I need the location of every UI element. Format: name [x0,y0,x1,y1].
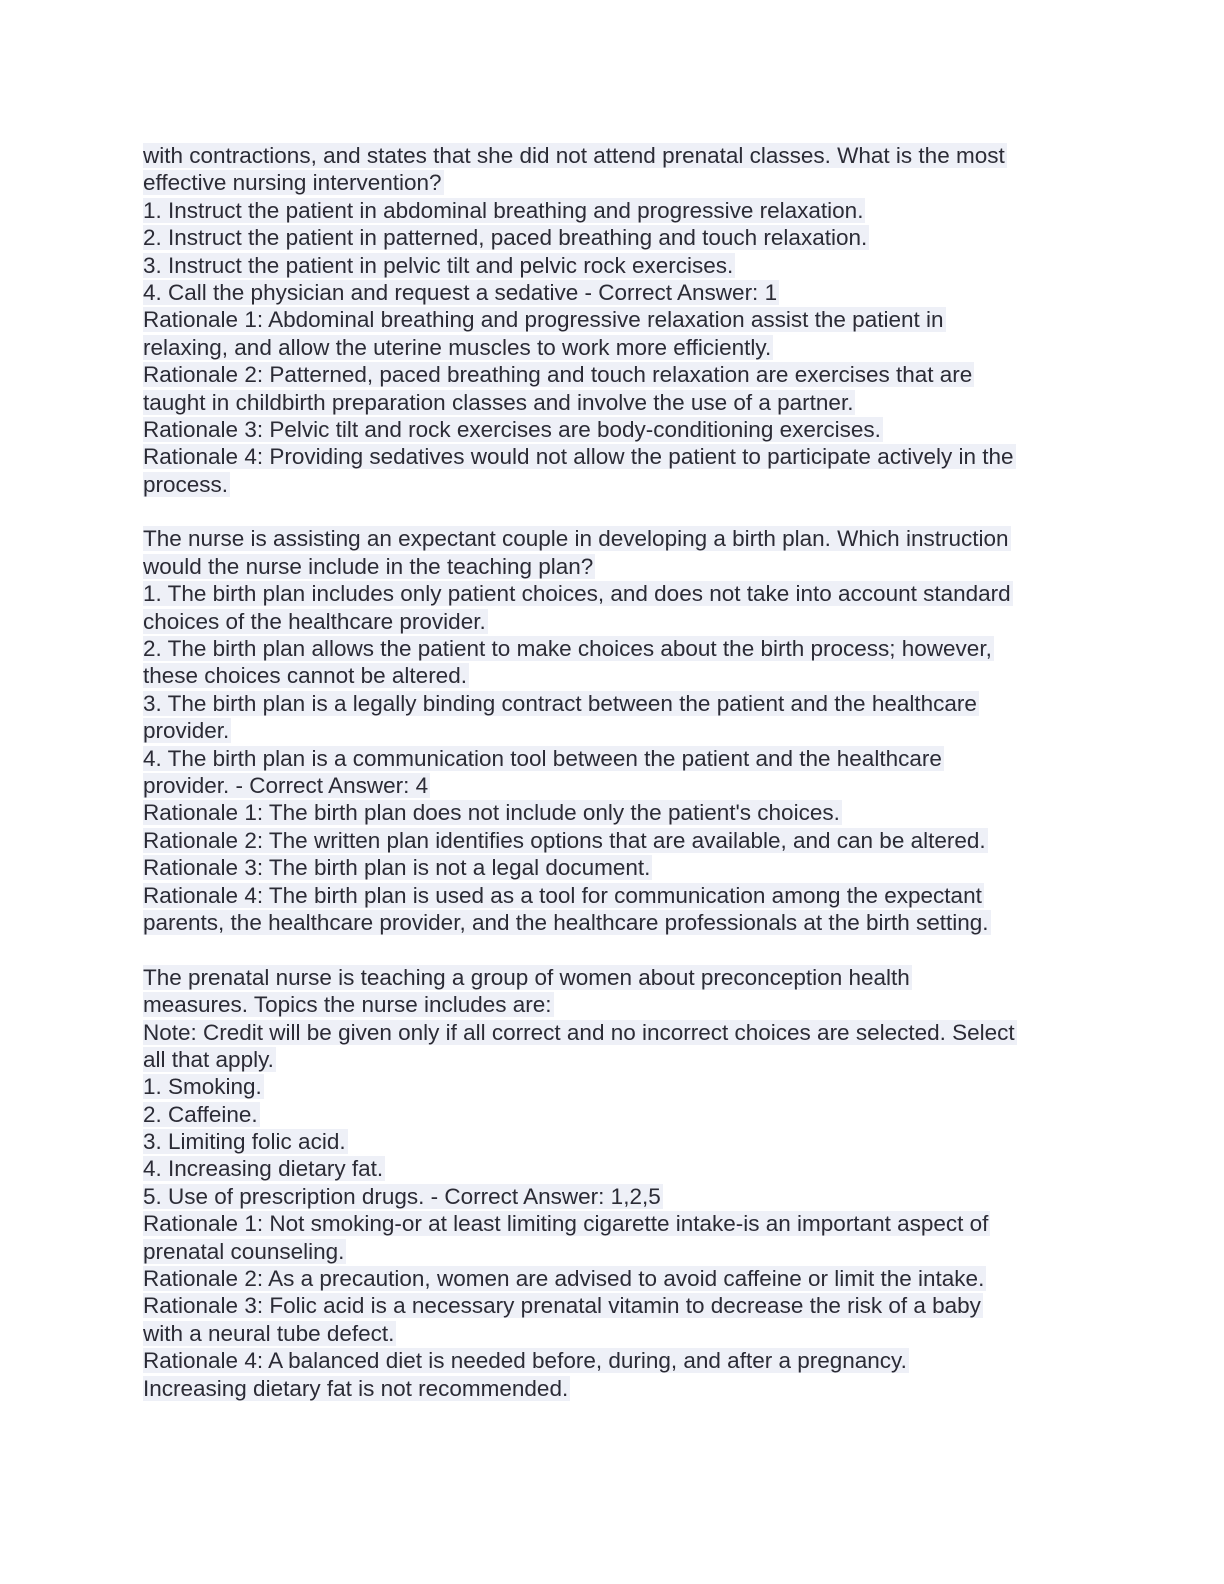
text-line: 2. Instruct the patient in patterned, paced breathing and touch relaxation. [143,225,868,251]
text-line: Rationale 1: Abdominal breathing and progressive relaxation assist the patient in [143,307,944,333]
text-line: 3. The birth plan is a legally binding contract between the patient and the healthcare [143,690,977,716]
text-line: these choices cannot be altered. [143,663,467,689]
text-line: Note: Credit will be given only if all correct and no incorrect choices are selected. Select [143,1019,1015,1045]
text-line: provider. [143,718,230,744]
text-line: prenatal counseling. [143,1238,345,1264]
text-line: The prenatal nurse is teaching a group of women about preconception health [143,964,910,990]
text-line: Rationale 3: Folic acid is a necessary prenatal vitamin to decrease the risk of a baby [143,1293,981,1319]
text-line: Rationale 3: Pelvic tilt and rock exercises are body-conditioning exercises. [143,416,881,442]
text-line: 3. Instruct the patient in pelvic tilt and pelvic rock exercises. [143,252,734,278]
text-line: 2. Caffeine. [143,1101,258,1127]
text-line: all that apply. [143,1046,274,1072]
text-line: Rationale 3: The birth plan is not a legal document. [143,855,651,881]
text-line: 4. Increasing dietary fat. [143,1156,384,1182]
paragraph-spacer [143,498,1083,525]
text-line: choices of the healthcare provider. [143,608,486,634]
text-line: 3. Limiting folic acid. [143,1129,346,1155]
text-line: taught in childbirth preparation classes and involve the use of a partner. [143,389,854,415]
document-page [143,142,1083,1402]
text-line: provider. - Correct Answer: 4 [143,772,429,798]
text-line: Rationale 2: The written plan identifies options that are available, and can be altered. [143,827,986,853]
text-line: process. [143,471,229,497]
text-line: with a neural tube defect. [143,1320,395,1346]
text-line: Rationale 4: A balanced diet is needed before, during, and after a pregnancy. [143,1348,907,1374]
text-line: would the nurse include in the teaching plan? [143,553,594,579]
text-line: relaxing, and allow the uterine muscles to work more efficiently. [143,334,772,360]
question-block-1 [143,142,1083,498]
text-line: Increasing dietary fat is not recommended. [143,1375,569,1401]
text-line: 4. Call the physician and request a sedative - Correct Answer: 1 [143,279,778,305]
text-line: effective nursing intervention? [143,170,442,196]
text-line: 1. Smoking. [143,1074,262,1100]
question-block-3 [143,964,1083,1402]
text-line: parents, the healthcare provider, and the healthcare professionals at the birth setting. [143,909,989,935]
text-line: The nurse is assisting an expectant couple in developing a birth plan. Which instruction [143,526,1009,552]
text-line: 2. The birth plan allows the patient to make choices about the birth process; however, [143,636,992,662]
text-line: 4. The birth plan is a communication tool between the patient and the healthcare [143,745,942,771]
text-line: measures. Topics the nurse includes are: [143,992,552,1018]
text-line: 1. The birth plan includes only patient choices, and does not take into account standard [143,581,1011,607]
text-line: Rationale 4: Providing sedatives would not allow the patient to participate actively in the [143,444,1014,470]
question-block-2 [143,525,1083,936]
paragraph-spacer [143,936,1083,963]
text-line: Rationale 2: As a precaution, women are advised to avoid caffeine or limit the intake. [143,1266,985,1292]
text-line: Rationale 4: The birth plan is used as a tool for communication among the expectant [143,882,982,908]
text-line: with contractions, and states that she did not attend prenatal classes. What is the most [143,143,1005,168]
text-line: 1. Instruct the patient in abdominal breathing and progressive relaxation. [143,197,864,223]
text-line: Rationale 2: Patterned, paced breathing and touch relaxation are exercises that are [143,362,973,388]
text-line: Rationale 1: Not smoking-or at least limiting cigarette intake-is an important aspect of [143,1211,989,1237]
text-line: 5. Use of prescription drugs. - Correct Answer: 1,2,5 [143,1183,661,1209]
text-line: Rationale 1: The birth plan does not include only the patient's choices. [143,800,840,826]
